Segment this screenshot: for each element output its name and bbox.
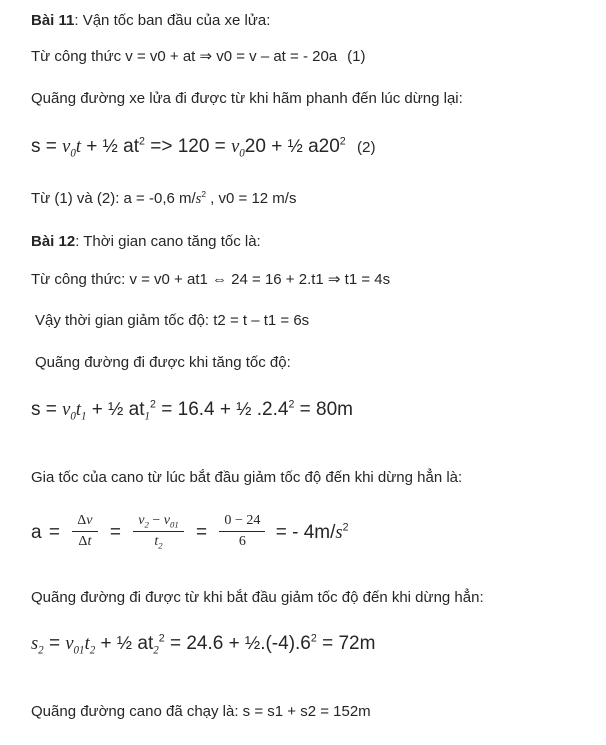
exponent-2-sixth: 2 <box>310 632 317 645</box>
fraction-v2-minus-v01-over-t2 <box>133 512 184 550</box>
conclusion-text-a: Từ (1) và (2): a = -0,6 m/ <box>31 190 196 207</box>
problem-11-title: : Vận tốc ban đầu của xe lửa: <box>74 12 271 29</box>
formula-line-5 <box>31 632 598 656</box>
formula-line-2 <box>31 135 598 159</box>
fraction-one-half-third: ½ <box>108 398 124 419</box>
exponent-2-fifth: 2 <box>158 632 165 645</box>
variable-t2: t <box>154 532 159 549</box>
term-at1: at <box>128 399 145 420</box>
value-20: 20 <box>244 136 266 157</box>
variable-t2-second: t <box>84 633 90 653</box>
formula-4-result: = - 4m/ <box>275 522 336 544</box>
variable-v2: v <box>138 512 145 528</box>
subscript-0: 0 <box>70 147 76 160</box>
unit-variable-s-second: s <box>335 522 343 543</box>
fraction-denominator-2 <box>133 532 184 551</box>
formula-line-3 <box>31 398 598 422</box>
delta-symbol-num: Δ <box>77 512 87 528</box>
subscript-2-third: 2 <box>38 644 44 657</box>
fraction-numerator-3: 0 − 24 <box>219 512 265 532</box>
subscript-1: 1 <box>80 410 87 423</box>
exponent-2-third: 2 <box>150 398 156 411</box>
minus-operator: − <box>152 512 161 528</box>
exponent-2: 2 <box>139 135 145 148</box>
problem-12-label: Bài 12 <box>31 233 76 250</box>
statement-distance-decel: Quãng đường đi được từ khi bắt đầu giảm tốc độ đến khi dừng hẳn: <box>31 589 484 606</box>
variable-t-den: t <box>87 532 92 549</box>
fraction-numerator <box>72 512 97 532</box>
fraction-one-half-sixth: ½ <box>244 632 261 653</box>
fraction-0-minus-24-over-6 <box>219 512 265 550</box>
subscript-01-second: 01 <box>73 644 85 657</box>
subscript-1-second: 1 <box>144 410 151 423</box>
fraction-delta-v-delta-t <box>72 512 97 550</box>
formula-1-tag: (1) <box>347 48 366 65</box>
fraction-one-half-second: ½ <box>287 135 303 156</box>
unit-variable-s: s <box>195 191 202 207</box>
fraction-one-half-fourth: ½ <box>236 398 252 419</box>
variable-t: t <box>75 136 81 156</box>
conclusion-text-b: , v0 = 12 m/s <box>206 190 297 207</box>
fraction-denominator <box>72 532 97 551</box>
variable-t1: t <box>75 399 81 419</box>
implies-operator: => <box>150 136 173 157</box>
equals-1: = <box>48 522 60 544</box>
variable-v0: v <box>62 136 71 156</box>
exponent-2-second: 2 <box>339 135 346 148</box>
unit-exponent-2: 2 <box>201 188 207 199</box>
formula-5-eval: = 24.6 + <box>169 633 240 654</box>
plus-operator: + <box>86 136 98 157</box>
variable-v01: v <box>163 512 171 528</box>
formula-3-lhs: s = <box>31 399 57 420</box>
term-at2: at <box>137 633 154 654</box>
formula-5-result: = 72m <box>322 633 376 654</box>
subscript-2: 2 <box>144 519 149 530</box>
plus-operator-fourth: + <box>100 633 112 654</box>
fraction-one-half-fifth: ½ <box>116 632 133 653</box>
delta-symbol-den: Δ <box>78 532 88 549</box>
variable-v0-second: v <box>231 136 240 156</box>
final-answer: Quãng đường cano đã chạy là: s = s1 + s2 = 152m <box>31 703 371 720</box>
variable-s2: s <box>31 633 39 653</box>
conclusion-bai-11 <box>31 190 598 209</box>
fraction-denominator-3: 6 <box>238 532 246 549</box>
subscript-2-fifth: 2 <box>153 644 159 657</box>
problem-11-label: Bài 11 <box>31 12 75 29</box>
problem-11-heading <box>31 12 598 31</box>
formula-4-lhs: a <box>31 522 42 544</box>
subscript-0-third: 0 <box>70 410 76 423</box>
variable-v01-second: v <box>65 633 74 653</box>
subscript-0-second: 0 <box>239 147 245 160</box>
problem-12-title: : Thời gian cano tăng tốc là: <box>75 233 261 250</box>
formula-2-lhs: s = <box>31 136 57 157</box>
value-120: 120 = <box>177 136 226 157</box>
formula-2-tag: (2) <box>356 139 376 156</box>
variable-v-num: v <box>86 512 93 528</box>
term-minus4-6: .(-4).6 <box>260 633 311 654</box>
term-a20: a20 <box>308 136 340 157</box>
formula-3-eval: = 16.4 + <box>161 399 231 420</box>
formula-3-result: = 80m <box>299 399 354 420</box>
subscript-01: 01 <box>170 519 179 530</box>
subscript-2-fourth: 2 <box>89 644 96 657</box>
equals-3: = <box>196 522 208 544</box>
plus-operator-third: + <box>91 399 103 420</box>
subscript-2-second: 2 <box>158 539 163 550</box>
fraction-numerator-2 <box>133 512 184 532</box>
term-at: at <box>123 136 140 157</box>
unit-exponent-2-second: 2 <box>342 521 349 534</box>
equals-4: = <box>48 633 61 654</box>
formula-accel-time: Từ công thức: v = v0 + at1 ⇔ 24 = 16 + 2.t1 ⇒ t1 = 4s <box>31 271 391 288</box>
variable-v0-third: v <box>62 399 71 419</box>
formula-line-4 <box>31 512 598 550</box>
exponent-2-fourth: 2 <box>288 398 295 411</box>
statement-distance-train: Quãng đường xe lửa đi được từ khi hãm phanh đến lúc dừng lại: <box>31 90 463 107</box>
formula-1-text: Từ công thức v = v0 + at ⇒ v0 = v – at = - 20a <box>31 48 338 65</box>
equals-2: = <box>109 522 121 544</box>
statement-distance-accel: Quãng đường đi được khi tăng tốc độ: <box>35 354 291 371</box>
term-2point4: .2.4 <box>256 399 289 420</box>
formula-line-1 <box>31 48 598 67</box>
problem-12-heading <box>31 233 598 252</box>
statement-accel-decel: Gia tốc của cano từ lúc bắt đầu giảm tốc độ đến khi dừng hẳn là: <box>31 469 463 486</box>
statement-decel-time: Vậy thời gian giảm tốc độ: t2 = t – t1 = 6s <box>35 312 310 329</box>
fraction-one-half: ½ <box>102 135 118 156</box>
plus-operator-second: + <box>271 136 283 157</box>
